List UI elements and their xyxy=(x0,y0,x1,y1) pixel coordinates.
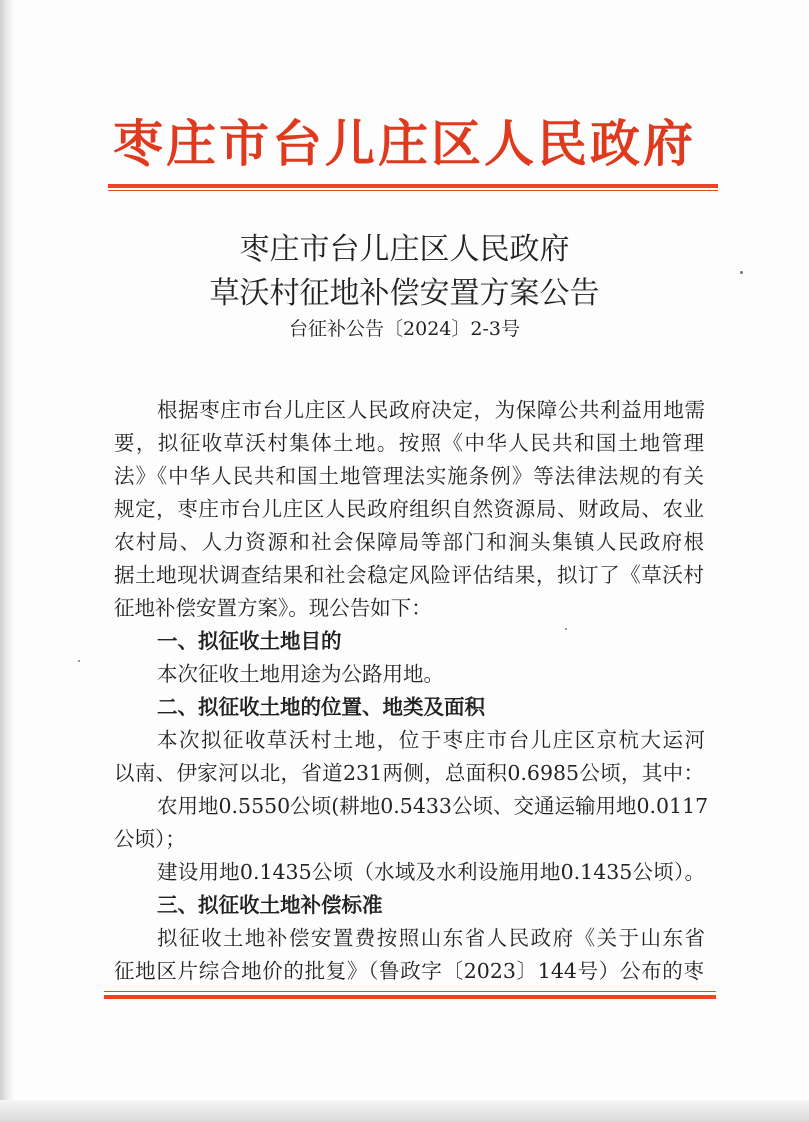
paragraph-line: 根据枣庄市台儿庄区人民政府决定，为保障公共利益用地需 xyxy=(157,398,705,422)
notice-title-line1: 枣庄市台儿庄区人民政府 xyxy=(239,232,570,267)
document-number: 台征补公告〔2024〕2-3号 xyxy=(289,318,520,340)
footer-red-rule-thin xyxy=(104,991,716,992)
scan-speck xyxy=(78,660,80,662)
paragraph-line: 拟征收土地补偿安置费按照山东省人民政府《关于山东省 xyxy=(157,926,705,950)
paragraph-line: 以南、伊家河以北，省道231两侧，总面积0.6985公顷，其中： xyxy=(114,761,704,785)
masthead-red-rule-thin xyxy=(108,190,718,191)
paragraph-line: 要，拟征收草沃村集体土地。按照《中华人民共和国土地管理 xyxy=(114,431,704,455)
paragraph-line: 规定，枣庄市台儿庄区人民政府组织自然资源局、财政局、农业 xyxy=(114,497,704,521)
paragraph-line: 本次征收土地用途为公路用地。 xyxy=(157,662,444,686)
paragraph-line: 据土地现状调查结果和社会稳定风险评估结果，拟订了《草沃村 xyxy=(114,563,704,587)
paragraph-line: 建设用地0.1435公顷（水域及水利设施用地0.1435公顷）。 xyxy=(157,860,705,884)
paragraph-line: 本次拟征收草沃村土地，位于枣庄市台儿庄区京杭大运河 xyxy=(157,728,705,752)
footer-red-rule xyxy=(104,995,716,999)
masthead-red-rule xyxy=(108,184,718,188)
notice-title-line2: 草沃村征地补偿安置方案公告 xyxy=(209,276,600,311)
scan-speck xyxy=(565,628,567,630)
paragraph-line: 农用地0.5550公顷(耕地0.5433公顷、交通运输用地0.0117 xyxy=(157,794,709,818)
section-heading-3: 三、拟征收土地补偿标准 xyxy=(157,893,383,917)
paragraph-line: 农村局、人力资源和社会保障局等部门和涧头集镇人民政府根 xyxy=(114,530,704,554)
paragraph-line: 公顷）； xyxy=(114,827,186,851)
scan-speck xyxy=(740,271,743,274)
paragraph-line: 法》《中华人民共和国土地管理法实施条例》等法律法规的有关 xyxy=(114,464,704,488)
section-heading-1: 一、拟征收土地目的 xyxy=(157,629,342,653)
paragraph-line: 征地补偿安置方案》。现公告如下： xyxy=(114,596,432,620)
scan-bottom-shadow xyxy=(0,1100,809,1122)
paragraph-line: 征地区片综合地价的批复》（鲁政字〔2023〕144号）公布的枣 xyxy=(114,959,704,983)
section-heading-2: 二、拟征收土地的位置、地类及面积 xyxy=(157,695,485,719)
issuer-masthead: 枣庄市台儿庄区人民政府 xyxy=(113,115,696,173)
